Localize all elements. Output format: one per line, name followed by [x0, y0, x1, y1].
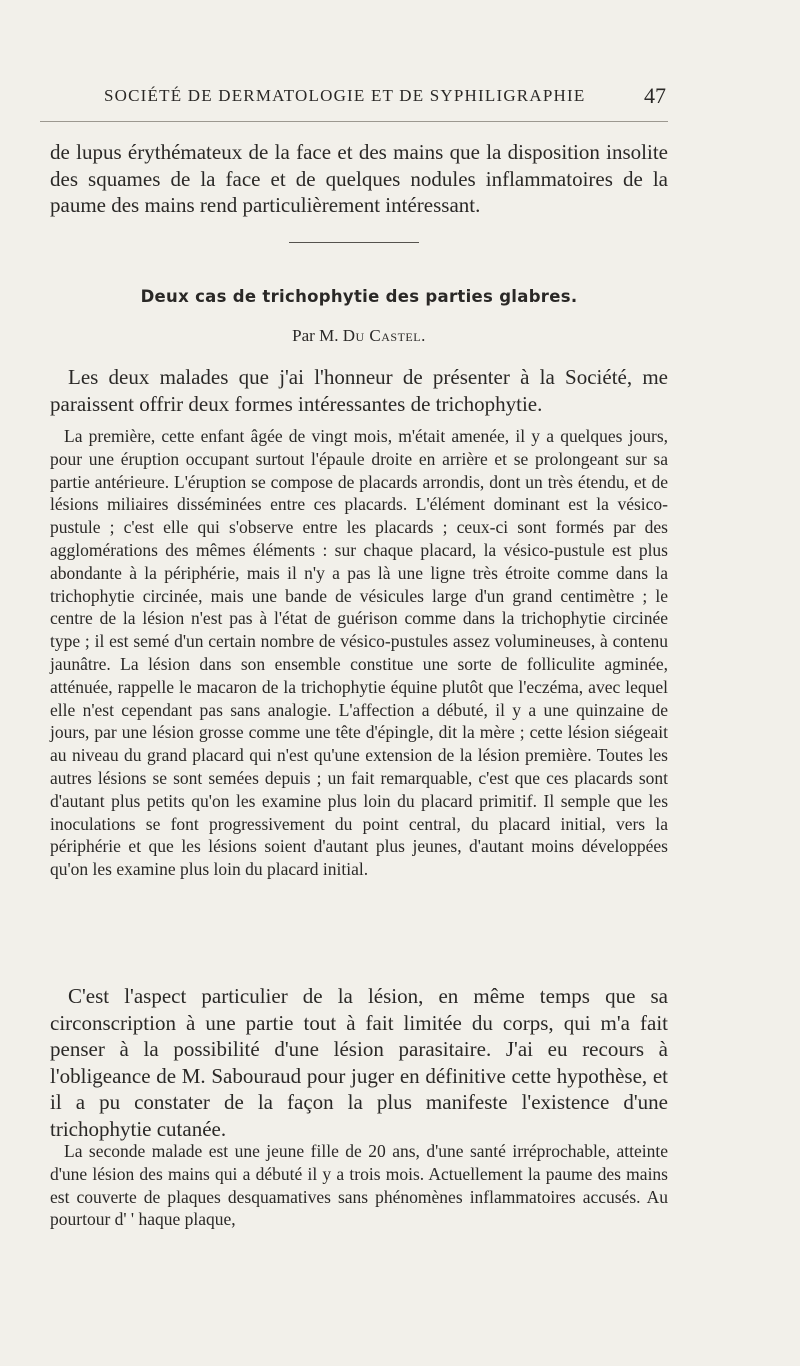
running-title: SOCIÉTÉ DE DERMATOLOGIE ET DE SYPHILIGRAPHIE: [104, 86, 586, 105]
case-one-paragraph: La première, cette enfant âgée de vingt mois, m'était amenée, il y a quelques jours, pour une éruption occupant surtout l'épaule droite en arrière et se prolongeant sur sa partie antérieure. L'éruption se compose de placards arrondis, dont un très étendu, et de lésions miliaires disséminées entre ces placards. L'élément dominant est la vésico-pustule ; c'est elle qui s'observe entre les placards ; ceux-ci sont formés par des agglomérations des mêmes éléments : sur chaque placard, la vésico-pustule est plus abondante à la périphérie, mais il n'y a pas là une ligne très étroite comme dans la trichophytie circinée, mais une bande de vésicules large d'un grand centimètre ; le centre de la lésion n'est pas à l'état de guérison comme dans la trichophytie circinée type ; il est semé d'un certain nombre de vésico-pustules assez volumineuses, à contenu jaunâtre. La lésion dans son ensemble constitue une sorte de folliculite agminée, atténuée, rappelle le macaron de la trichophytie équine plutôt que l'eczéma, avec lequel elle n'est cependant pas sans analogie. L'affection a débuté, il y a une quinzaine de jours, par une lésion grosse comme une tête d'épingle, dit la mère ; cette lésion siégeait au niveau du grand placard qui n'est qu'une extension de la lésion première. Toutes les autres lésions se sont semées depuis ; un fait remarquable, c'est que ces placards sont d'autant plus petits qu'on les examine plus loin du placard primitif. Il semple que les inoculations se font progressivement du point central, du placard initial, vers la périphérie et que les lésions soient d'autant plus jeunes, d'autant moins développées qu'on les examine plus loin du placard initial.: [50, 426, 668, 880]
byline-prefix: Par M.: [292, 326, 339, 345]
case-two-paragraph: La seconde malade est une jeune fille de 20 ans, d'une santé irréprochable, atteinte d'une lésion des mains qui a débuté il y a trois mois. Actuellement la paume des mains est couverte de plaques desquamatives sans phénomènes inflammatoires accusés. Au pourtour d' ' haque plaque,: [50, 1141, 668, 1230]
aspect-paragraph: C'est l'aspect particulier de la lésion, en même temps que sa circonscription à une partie tout à fait limitée du corps, qui m'a fait penser à la possibilité d'une lésion parasitaire. J'ai eu recours à l'obligeance de M. Sabouraud pour juger en définitive cette hypothèse, et il a pu constater de la façon la plus manifeste l'existence d'une trichophytie cutanée.: [50, 984, 668, 1141]
intro-paragraph: Les deux malades que j'ai l'honneur de présenter à la Société, me paraissent offrir deux formes intéressantes de trichophytie.: [50, 365, 668, 416]
running-head: [104, 84, 666, 110]
section-divider: [289, 242, 419, 243]
header-rule: [40, 121, 668, 122]
carryover-paragraph: de lupus érythémateux de la face et des mains que la disposition insolite des squames de la face et de quelques nodules inflammatoires de la paume des mains rend particulièrement intéressant.: [50, 140, 668, 217]
article-title: Deux cas de trichophytie des parties glabres.: [140, 287, 578, 306]
byline: [50, 326, 668, 346]
page-number: 47: [644, 83, 666, 108]
author-name: Du Castel.: [342, 326, 426, 345]
